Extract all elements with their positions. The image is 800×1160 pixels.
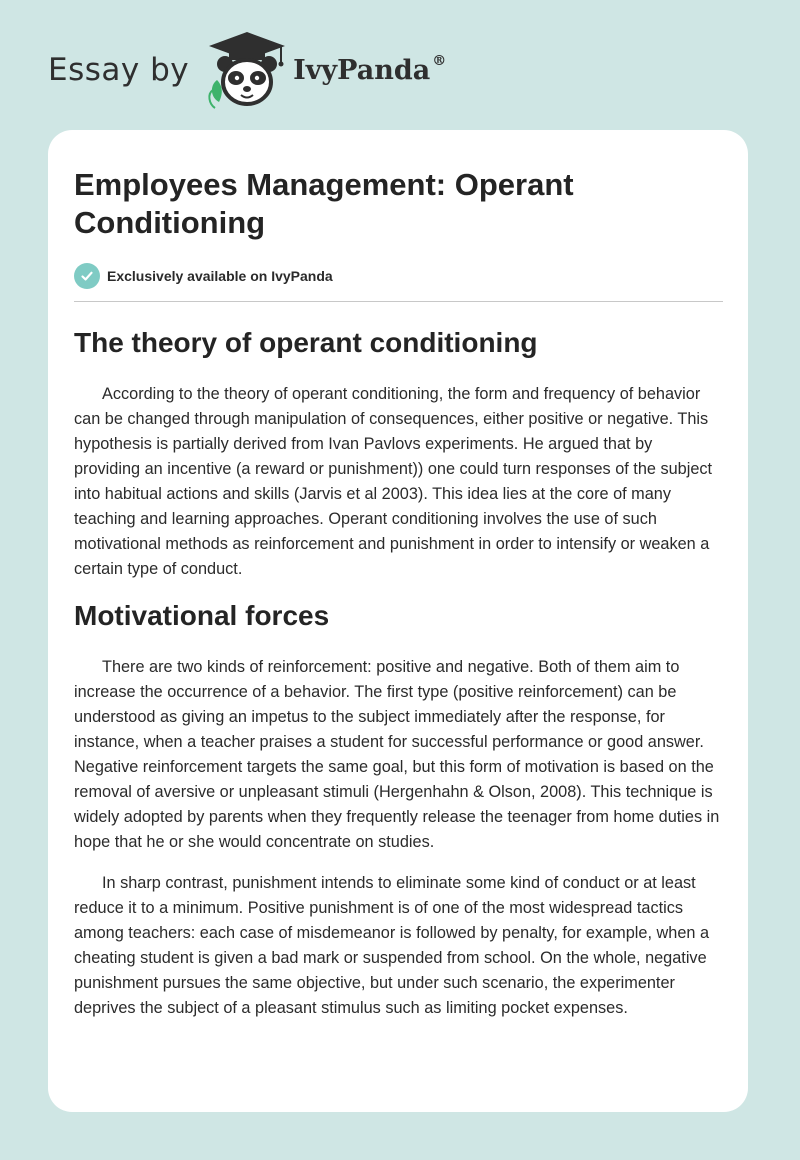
essay-content: [74, 166, 722, 1021]
essay-by-label: Essay by: [48, 52, 190, 88]
essay-card: [48, 130, 748, 1112]
exclusive-badge: [74, 263, 722, 289]
brand-name: IvyPanda: [293, 54, 431, 86]
paragraph: In sharp contrast, punishment intends to eliminate some kind of conduct or at least reduce it to a minimum. Positive punishment is of one of the most widespread tactics among teachers: each case of misdemeanor is followed by penalty, for example, when a cheating student is given a bad mark or suspended from school. On the whole, negative punishment pursues the same objective, but under such scenario, the experimenter deprives the subject of a pleasant stimulus such as limiting pocket expenses.: [74, 874, 710, 1017]
exclusive-label: Exclusively available on IvyPanda: [107, 268, 333, 284]
registered-mark: ®: [432, 52, 447, 69]
page-title: Employees Management: Operant Conditioning: [74, 167, 574, 240]
check-icon: [74, 263, 100, 289]
paragraph: According to the theory of operant conditioning, the form and frequency of behavior can be changed through manipulation of consequences, either positive or negative. This hypothesis is partially derived from Ivan Pavlovs experiments. He argued that by providing an incentive (a reward or punishment)) one could turn responses of the subject into habitual actions and skills (Jarvis et al 2003). This idea lies at the core of many teaching and learning approaches. Operant conditioning involves the use of such motivational methods as reinforcement and punishment in order to intensify or weaken a certain type of conduct.: [74, 385, 713, 578]
section-heading-theory: The theory of operant conditioning: [74, 327, 538, 358]
panda-graduate-icon[interactable]: [203, 30, 291, 110]
site-header: [48, 30, 446, 110]
divider: [74, 301, 723, 302]
section-heading-motivational-forces: Motivational forces: [74, 600, 330, 631]
paragraph: There are two kinds of reinforcement: positive and negative. Both of them aim to increase the occurrence of a behavior. The first type (positive reinforcement) can be understood as giving an impetus to the subject immediately after the response, for instance, when a teacher praises a student for successful performance or good answer. Negative reinforcement targets the same goal, but this form of motivation is based on the removal of aversive or unpleasant stimuli (Hergenhahn & Olson, 2008). This technique is widely adopted by parents when they frequently release the teenager from home duties in hope that he or she would concentrate on studies.: [74, 658, 720, 851]
brand-logo-text[interactable]: [293, 52, 447, 86]
